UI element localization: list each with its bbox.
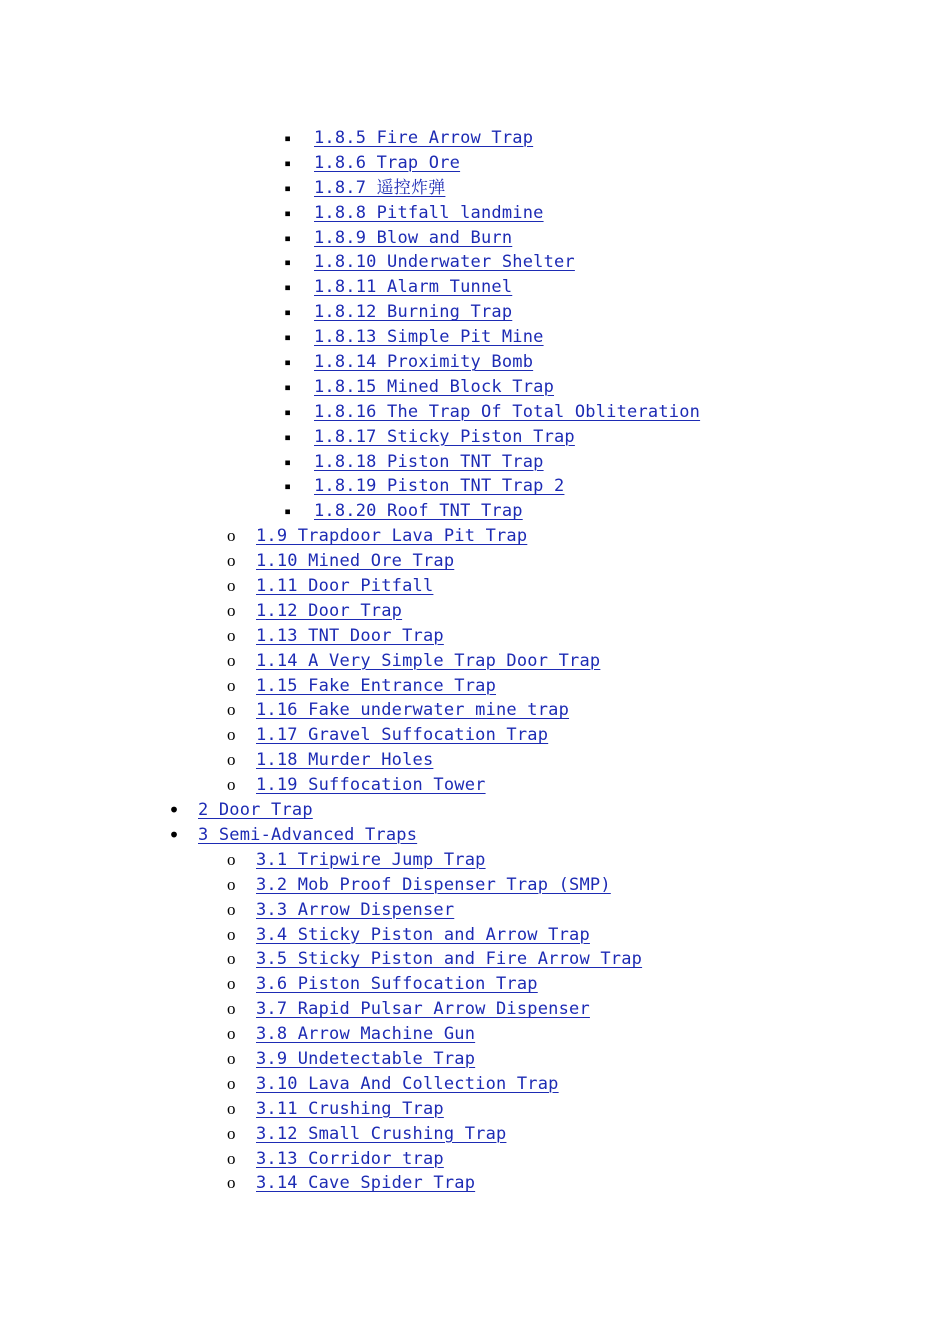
bullet-icon: ▪ [284,429,292,444]
toc-item [0,823,950,848]
toc-item [0,798,950,823]
toc-item [0,947,950,972]
bullet-icon: o [227,1173,236,1193]
toc-link[interactable]: 1.8.14 Proximity Bomb [314,352,534,373]
bullet-icon: o [227,999,236,1019]
toc-item [0,898,950,923]
bullet-icon: o [227,1098,236,1118]
toc-link[interactable]: 3.7 Rapid Pulsar Arrow Dispenser [256,999,590,1020]
toc-item [0,1122,950,1147]
bullet-icon: o [227,924,236,944]
toc-item [0,499,950,524]
toc-item [0,923,950,948]
toc-item [0,1097,950,1122]
toc-item [0,375,950,400]
toc-link[interactable]: 1.8.8 Pitfall landmine [314,202,544,223]
bullet-icon: ▪ [284,180,292,195]
bullet-icon: o [227,899,236,919]
toc-item [0,524,950,549]
bullet-icon: ▪ [284,479,292,494]
toc-item [0,1072,950,1097]
bullet-icon: ▪ [284,330,292,345]
toc-item [0,300,950,325]
toc-link[interactable]: 1.14 A Very Simple Trap Door Trap [256,650,601,671]
toc-link[interactable]: 3.5 Sticky Piston and Fire Arrow Trap [256,949,643,970]
toc-link[interactable]: 1.8.16 The Trap Of Total Obliteration [314,401,701,422]
toc-link[interactable]: 3.10 Lava And Collection Trap [256,1073,559,1094]
toc-link[interactable]: 1.8.6 Trap Ore [314,152,461,173]
toc-link[interactable]: 1.11 Door Pitfall [256,576,434,597]
toc-link[interactable]: 1.16 Fake underwater mine trap [256,700,570,721]
toc-item [0,997,950,1022]
toc-link[interactable]: 1.8.11 Alarm Tunnel [314,277,513,298]
toc-link[interactable]: 1.18 Murder Holes [256,750,434,771]
toc-item [0,325,950,350]
bullet-icon: ▪ [284,131,292,145]
toc-item [0,275,950,300]
toc-link[interactable]: 3.3 Arrow Dispenser [256,899,455,920]
toc-item [0,773,950,798]
bullet-icon: ▪ [284,230,292,245]
bullet-icon: o [227,1073,236,1093]
toc-item [0,226,950,251]
bullet-icon: o [227,700,236,720]
bullet-icon: o [227,1048,236,1068]
bullet-icon: o [227,551,236,571]
toc-link[interactable]: 1.8.10 Underwater Shelter [314,252,575,273]
toc-link[interactable]: 1.8.18 Piston TNT Trap [314,451,544,472]
toc-link[interactable]: 1.13 TNT Door Trap [256,625,444,646]
bullet-icon: ▪ [284,454,292,469]
toc-link[interactable]: 1.8.5 Fire Arrow Trap [314,128,534,148]
bullet-icon: • [168,798,181,823]
toc-link[interactable]: 3.11 Crushing Trap [256,1098,444,1119]
bullet-icon: ▪ [284,379,292,394]
toc-link[interactable]: 1.17 Gravel Suffocation Trap [256,725,549,746]
bullet-icon: o [227,600,236,620]
toc-link[interactable]: 1.19 Suffocation Tower [256,775,486,796]
toc-link[interactable]: 3.6 Piston Suffocation Trap [256,974,538,995]
toc-item [0,599,950,624]
toc-item [0,400,950,425]
toc-item [0,972,950,997]
toc-item [0,126,950,151]
toc-link[interactable]: 3.8 Arrow Machine Gun [256,1024,476,1045]
toc-link[interactable]: 1.8.12 Burning Trap [314,302,513,323]
bullet-icon: ▪ [284,255,292,270]
toc-item [0,698,950,723]
toc-item [0,848,950,873]
toc-item [0,151,950,176]
toc-link[interactable]: 2 Door Trap [198,800,313,821]
toc-link[interactable]: 1.8.20 Roof TNT Trap [314,501,523,522]
toc-item [0,549,950,574]
bullet-icon: o [227,1123,236,1143]
toc-item [0,723,950,748]
toc-link[interactable]: 1.12 Door Trap [256,600,403,621]
toc-link[interactable]: 1.8.9 Blow and Burn [314,227,513,248]
bullet-icon: o [227,775,236,795]
toc-item [0,1022,950,1047]
toc-link[interactable]: 3.4 Sticky Piston and Arrow Trap [256,924,590,945]
toc-link[interactable]: 1.8.15 Mined Block Trap [314,376,555,397]
toc-item [0,624,950,649]
toc-link[interactable]: 1.10 Mined Ore Trap [256,551,455,572]
toc-item [0,574,950,599]
toc-item [0,748,950,773]
toc-link[interactable]: 1.8.17 Sticky Piston Trap [314,426,575,447]
toc-link[interactable]: 1.9 Trapdoor Lava Pit Trap [256,526,528,547]
toc-link[interactable]: 3.13 Corridor trap [256,1148,444,1169]
bullet-icon: ▪ [284,305,292,320]
toc-item [0,1047,950,1072]
bullet-icon: o [227,650,236,670]
toc-link[interactable]: 3 Semi-Advanced Traps [198,824,418,845]
toc-link[interactable]: 3.2 Mob Proof Dispenser Trap (SMP) [256,874,611,895]
toc-link[interactable]: 3.1 Tripwire Jump Trap [256,849,486,870]
toc-item [0,474,950,499]
bullet-icon: o [227,576,236,596]
toc-item [0,350,950,375]
bullet-icon: o [227,625,236,645]
toc-link[interactable]: 3.12 Small Crushing Trap [256,1123,507,1144]
toc-item [0,450,950,475]
bullet-icon: o [227,725,236,745]
bullet-icon: o [227,949,236,969]
bullet-icon: ▪ [284,155,292,170]
toc-link[interactable]: 3.14 Cave Spider Trap [256,1173,476,1194]
toc-item [0,649,950,674]
toc-item [0,1147,950,1172]
table-of-contents [0,126,950,1196]
bullet-icon: o [227,1024,236,1044]
toc-item [0,250,950,275]
toc-item [0,873,950,898]
toc-item [0,425,950,450]
toc-link[interactable]: 1.8.19 Piston TNT Trap 2 [314,476,565,497]
bullet-icon: ▪ [284,355,292,370]
bullet-icon: o [227,750,236,770]
toc-link[interactable]: 1.8.13 Simple Pit Mine [314,327,544,348]
bullet-icon: o [227,1148,236,1168]
bullet-icon: ▪ [284,404,292,419]
bullet-icon: o [227,874,236,894]
bullet-icon: o [227,849,236,869]
toc-item [0,201,950,226]
toc-item [0,176,950,201]
bullet-icon: ▪ [284,280,292,295]
toc-link[interactable]: 1.8.7 遥控炸弹 [314,177,446,198]
bullet-icon: • [168,822,181,847]
bullet-icon: ▪ [284,504,292,519]
bullet-icon: o [227,974,236,994]
toc-item [0,1171,950,1196]
bullet-icon: o [227,526,236,546]
toc-item [0,674,950,699]
toc-link[interactable]: 1.15 Fake Entrance Trap [256,675,497,696]
toc-link[interactable]: 3.9 Undetectable Trap [256,1048,476,1069]
bullet-icon: o [227,675,236,695]
bullet-icon: ▪ [284,205,292,220]
